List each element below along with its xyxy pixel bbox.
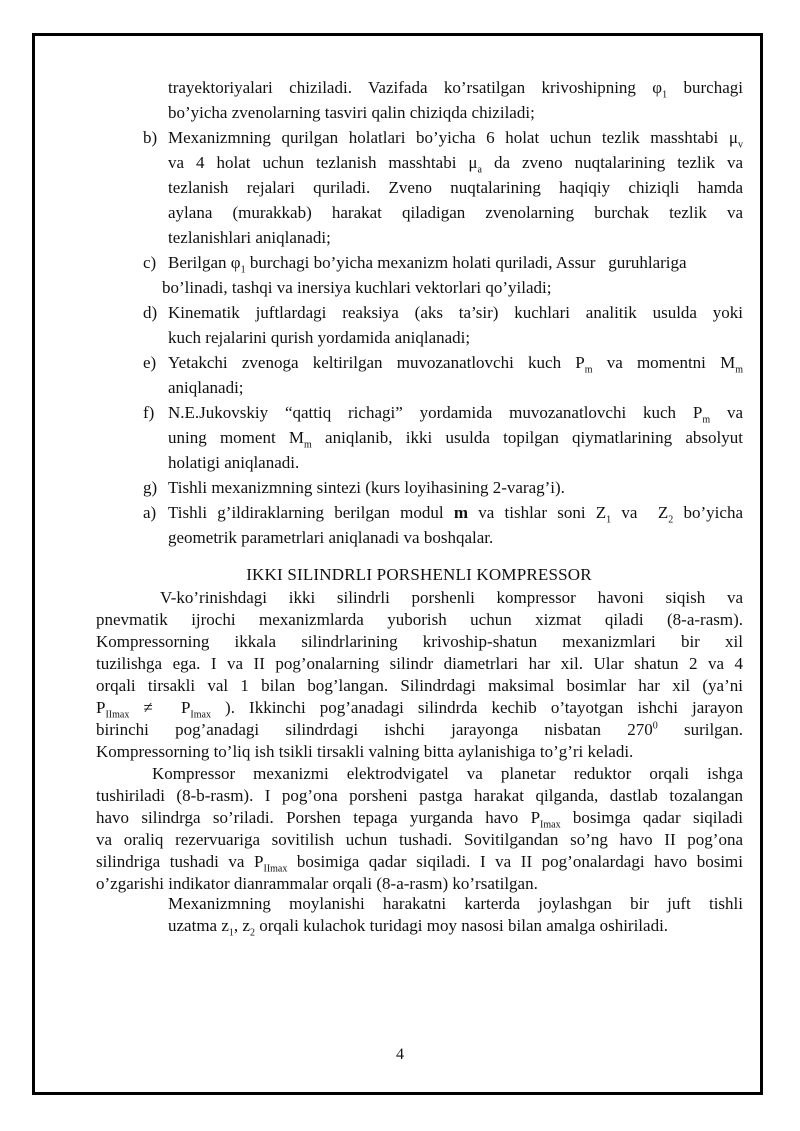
list-label: d): [143, 303, 158, 322]
text-line: Kompressorning ikkala silindrlarining krivoship-shatun mexanizmlari bir xil: [96, 632, 743, 651]
list-label: c): [143, 253, 157, 272]
text-line: va 4 holat uchun tezlanish masshtabi $\mu_a$ da zveno nuqtalarining tezlik va: [168, 153, 743, 176]
text-line: orqali tirsakli val 1 bilan bog’langan. Silindrdagi maksimal bosimlar har xil (ya’ni: [96, 676, 743, 695]
text-line: Yetakchi zvenoga keltirilgan muvozanatlovchi kuch $P_m$ va momentni $M_m$: [168, 353, 743, 376]
text-line: aniqlanadi;: [168, 378, 244, 397]
list-label: g): [143, 478, 158, 497]
text-line: Kompressor mexanizmi elektrodvigatel va planetar reduktor orqali ishga: [152, 764, 743, 783]
list-label: f): [143, 403, 155, 422]
text-line: va oraliq rezervuariga sovitilish uchun tushadi. Sovitilgandan so’ng havo II pog’ona: [96, 830, 743, 849]
text-line: V-ko’rinishdagi ikki silindrli porshenli kompressor havoni siqish va: [160, 588, 743, 607]
text-line: uning moment $M_m$ aniqlanib, ikki usulda topilgan qiymatlarining absolyut: [168, 428, 743, 451]
text-line: tuzilishga ega. I va II pog’onalarning silindr diametrlari har xil. Ular shatun 2 va 4: [96, 654, 743, 673]
text-line: holatigi aniqlanadi.: [168, 453, 300, 472]
text-line: birinchi pog’anadagi silindrdagi ishchi jarayonga nisbatan $270^0$ surilgan.: [96, 720, 743, 739]
text-line: bo’linadi, tashqi va inersiya kuchlari vektorlari qo’yiladi;: [162, 278, 552, 297]
text-line: $P_{IImax} \ne P_{Imax}$ ). Ikkinchi pog’anadagi silindrda kechib o’tayotgan ishchi jarayon: [96, 698, 743, 721]
list-label: b): [143, 128, 158, 147]
text-line: N.E.Jukovskiy “qattiq richagi” yordamida muvozanatlovchi kuch $P_m$ va: [168, 403, 743, 426]
list-label: a): [143, 503, 157, 522]
text-line: uzatma $z_1$, $z_2$ orqali kulachok turidagi moy nasosi bilan amalga oshiriladi.: [168, 916, 669, 939]
text-line: tezlanish rejalari quriladi. Zveno nuqtalarining haqiqiy chiziqli hamda: [168, 178, 743, 197]
text-line: Kinematik juftlardagi reaksiya (aks ta’sir) kuchlari analitik usulda yoki: [168, 303, 743, 322]
text-line: pnevmatik ijrochi mexanizmlarda yuborish uchun xizmat qiladi (8-a-rasm).: [96, 610, 743, 629]
text-line: silindriga tushadi va $P_{IImax}$ bosimiga qadar siqiladi. I va II pog’onalardagi havo bosimi: [96, 852, 743, 875]
section-title: IKKI SILINDRLI PORSHENLI KOMPRESSOR: [246, 565, 592, 584]
text-line: aylana (murakkab) harakat qiladigan zvenolarning burchak tezlik va: [168, 203, 743, 222]
text-line: Berilgan $\varphi_1$ burchagi bo’yicha mexanizm holati quriladi, Assur guruhlariga: [168, 253, 687, 276]
text-line: bo’yicha zvenolarning tasviri qalin chiziqda chiziladi;: [168, 103, 535, 122]
page-number: 4: [396, 1046, 404, 1063]
text-line: havo silindrga so’riladi. Porshen tepaga yurganda havo $P_{Imax}$ bosimga qadar siqiladi: [96, 808, 744, 831]
text-line: Mexanizmning qurilgan holatlari bo’yicha 6 holat uchun tezlik masshtabi $\mu_v$: [168, 128, 743, 151]
text-line: Kompressorning to’liq ish tsikli tirsakli valning bitta aylanishiga to’g’ri keladi.: [96, 742, 634, 761]
text-line: tezlanishlari aniqlanadi;: [168, 228, 331, 247]
text-line: trayektoriyalari chiziladi. Vazifada ko’rsatilgan krivoshipning $\varphi_1$ burchagi: [168, 78, 743, 101]
text-line: o’zgarishi indikator dianrammalar orqali (8-a-rasm) ko’rsatilgan.: [96, 874, 538, 893]
text-line: Mexanizmning moylanishi harakatni karterda joylashgan bir juft tishli: [168, 894, 743, 913]
text-line: Tishli g’ildiraklarning berilgan modul m va tishlar soni $Z_1$ va $Z_2$ bo’yicha: [168, 503, 743, 526]
text-line: tushiriladi (8-b-rasm). I pog’ona porsheni pastga harakat qilganda, dastlab tozalangan: [96, 786, 743, 805]
text-line: Tishli mexanizmning sintezi (kurs loyihasining 2-varag’i).: [168, 478, 565, 497]
text-line: geometrik parametrlari aniqlanadi va boshqalar.: [168, 528, 494, 547]
list-label: e): [143, 353, 157, 372]
text-line: kuch rejalarini qurish yordamida aniqlanadi;: [168, 328, 471, 347]
